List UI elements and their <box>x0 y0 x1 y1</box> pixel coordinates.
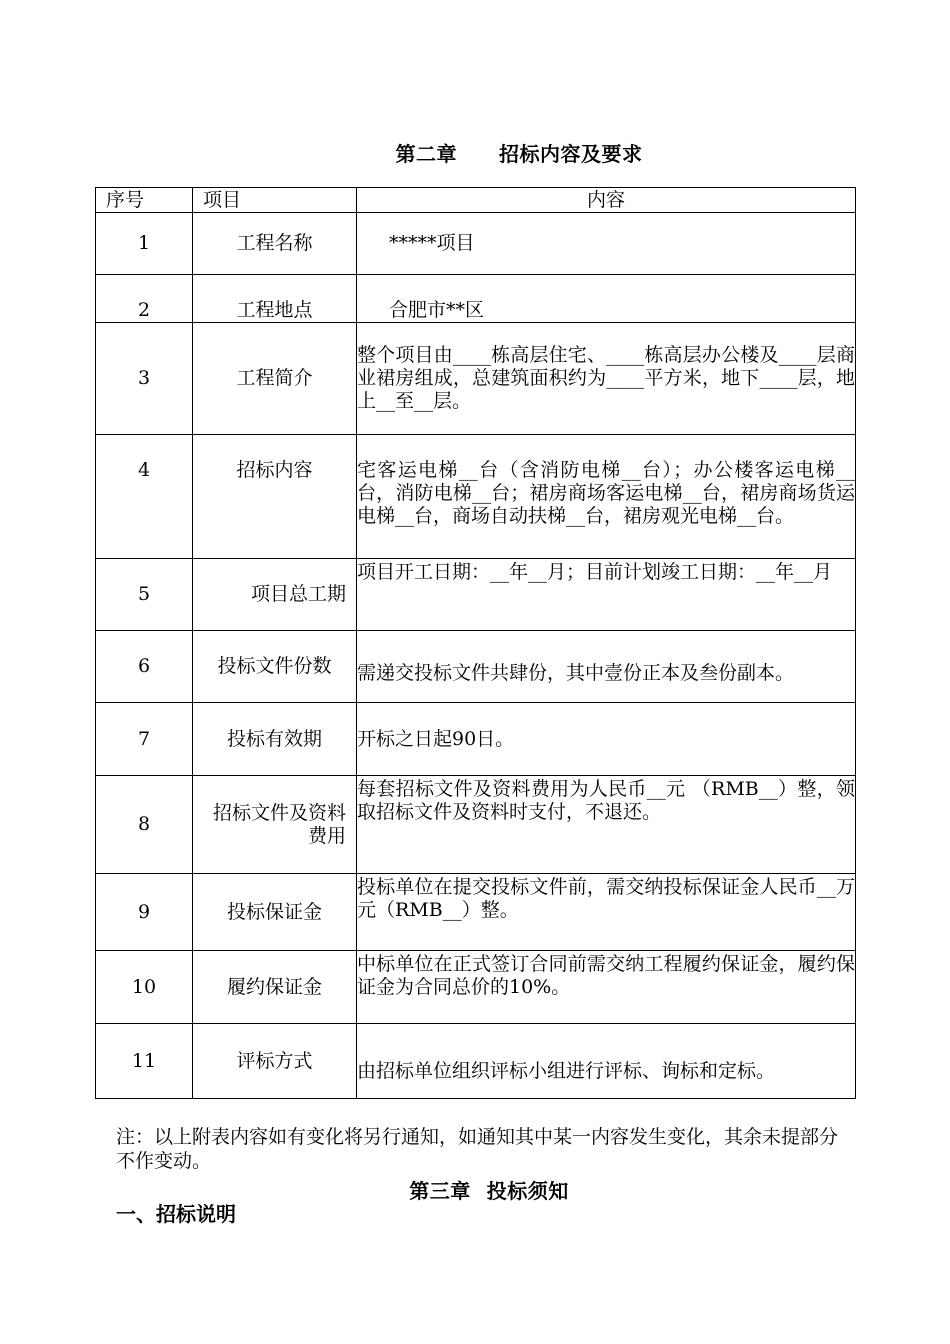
header-content: 内容 <box>357 188 856 213</box>
table-row <box>96 631 856 703</box>
table-row <box>96 776 856 874</box>
row-content: 每套招标文件及资料费用为人民币__元 （RMB__）整，领取招标文件及资料时支付，不退还。 <box>357 776 856 874</box>
table-row <box>96 323 856 435</box>
table-row <box>96 703 856 776</box>
row-number: 6 <box>96 631 193 703</box>
table-header-row <box>96 188 856 213</box>
row-content: 需递交投标文件共肆份，其中壹份正本及叁份副本。 <box>357 631 856 703</box>
table-row <box>96 275 856 323</box>
table-note: 注：以上附表内容如有变化将另行通知，如通知其中某一内容发生变化，其余未提部分不作变动。 <box>116 1126 839 1172</box>
table-row <box>96 559 856 631</box>
row-number: 5 <box>96 559 193 631</box>
header-no: 序号 <box>96 188 193 213</box>
row-item: 项目总工期 <box>193 559 357 631</box>
requirements-table <box>95 187 856 1099</box>
section-1-title: 一、招标说明 <box>116 1202 236 1226</box>
row-number: 2 <box>96 275 193 323</box>
row-item: 投标保证金 <box>193 874 357 951</box>
table-row <box>96 213 856 275</box>
chapter-3-number: 第三章 <box>409 1179 471 1203</box>
row-number: 11 <box>96 1024 193 1099</box>
table-row <box>96 1024 856 1099</box>
row-number: 1 <box>96 213 193 275</box>
row-content: 项目开工日期：__年__月；目前计划竣工日期：__年__月 <box>357 559 856 631</box>
header-item: 项目 <box>193 188 357 213</box>
row-item: 投标有效期 <box>193 703 357 776</box>
row-content: 宅客运电梯__台（含消防电梯__台）；办公楼客运电梯__台，消防电梯__台；裙房商场客运电梯__台，裙房商场货运电梯__台，商场自动扶梯__台，裙房观光电梯__台。 <box>357 435 856 559</box>
row-item: 投标文件份数 <box>193 631 357 703</box>
chapter-2-number: 第二章 <box>395 142 457 166</box>
chapter-2-title <box>44 138 950 167</box>
chapter-2-name: 招标内容及要求 <box>499 142 643 166</box>
row-content: 合肥市**区 <box>357 275 856 323</box>
row-number: 7 <box>96 703 193 776</box>
row-number: 4 <box>96 435 193 559</box>
chapter-3-name: 投标须知 <box>486 1179 569 1203</box>
table-row <box>96 435 856 559</box>
row-number: 8 <box>96 776 193 874</box>
row-content: 由招标单位组织评标小组进行评标、询标和定标。 <box>357 1024 856 1099</box>
row-content: 投标单位在提交投标文件前，需交纳投标保证金人民币__万元（RMB__）整。 <box>357 874 856 951</box>
row-number: 10 <box>96 951 193 1024</box>
row-content: 开标之日起90日。 <box>357 703 856 776</box>
row-content: 整个项目由____栋高层住宅、____栋高层办公楼及____层商业裙房组成，总建筑面积约为____平方米，地下____层，地上__至__层。 <box>357 323 856 435</box>
row-item: 工程地点 <box>193 275 357 323</box>
row-item: 招标文件及资料费用 <box>193 776 357 874</box>
table-row <box>96 951 856 1024</box>
row-content: 中标单位在正式签订合同前需交纳工程履约保证金，履约保证金为合同总价的10%。 <box>357 951 856 1024</box>
row-item: 工程名称 <box>193 213 357 275</box>
row-number: 9 <box>96 874 193 951</box>
row-item: 工程简介 <box>193 323 357 435</box>
row-item: 评标方式 <box>193 1024 357 1099</box>
row-item: 招标内容 <box>193 435 357 559</box>
row-item: 履约保证金 <box>193 951 357 1024</box>
row-number: 3 <box>96 323 193 435</box>
table-row <box>96 874 856 951</box>
row-content: *****项目 <box>357 213 856 275</box>
